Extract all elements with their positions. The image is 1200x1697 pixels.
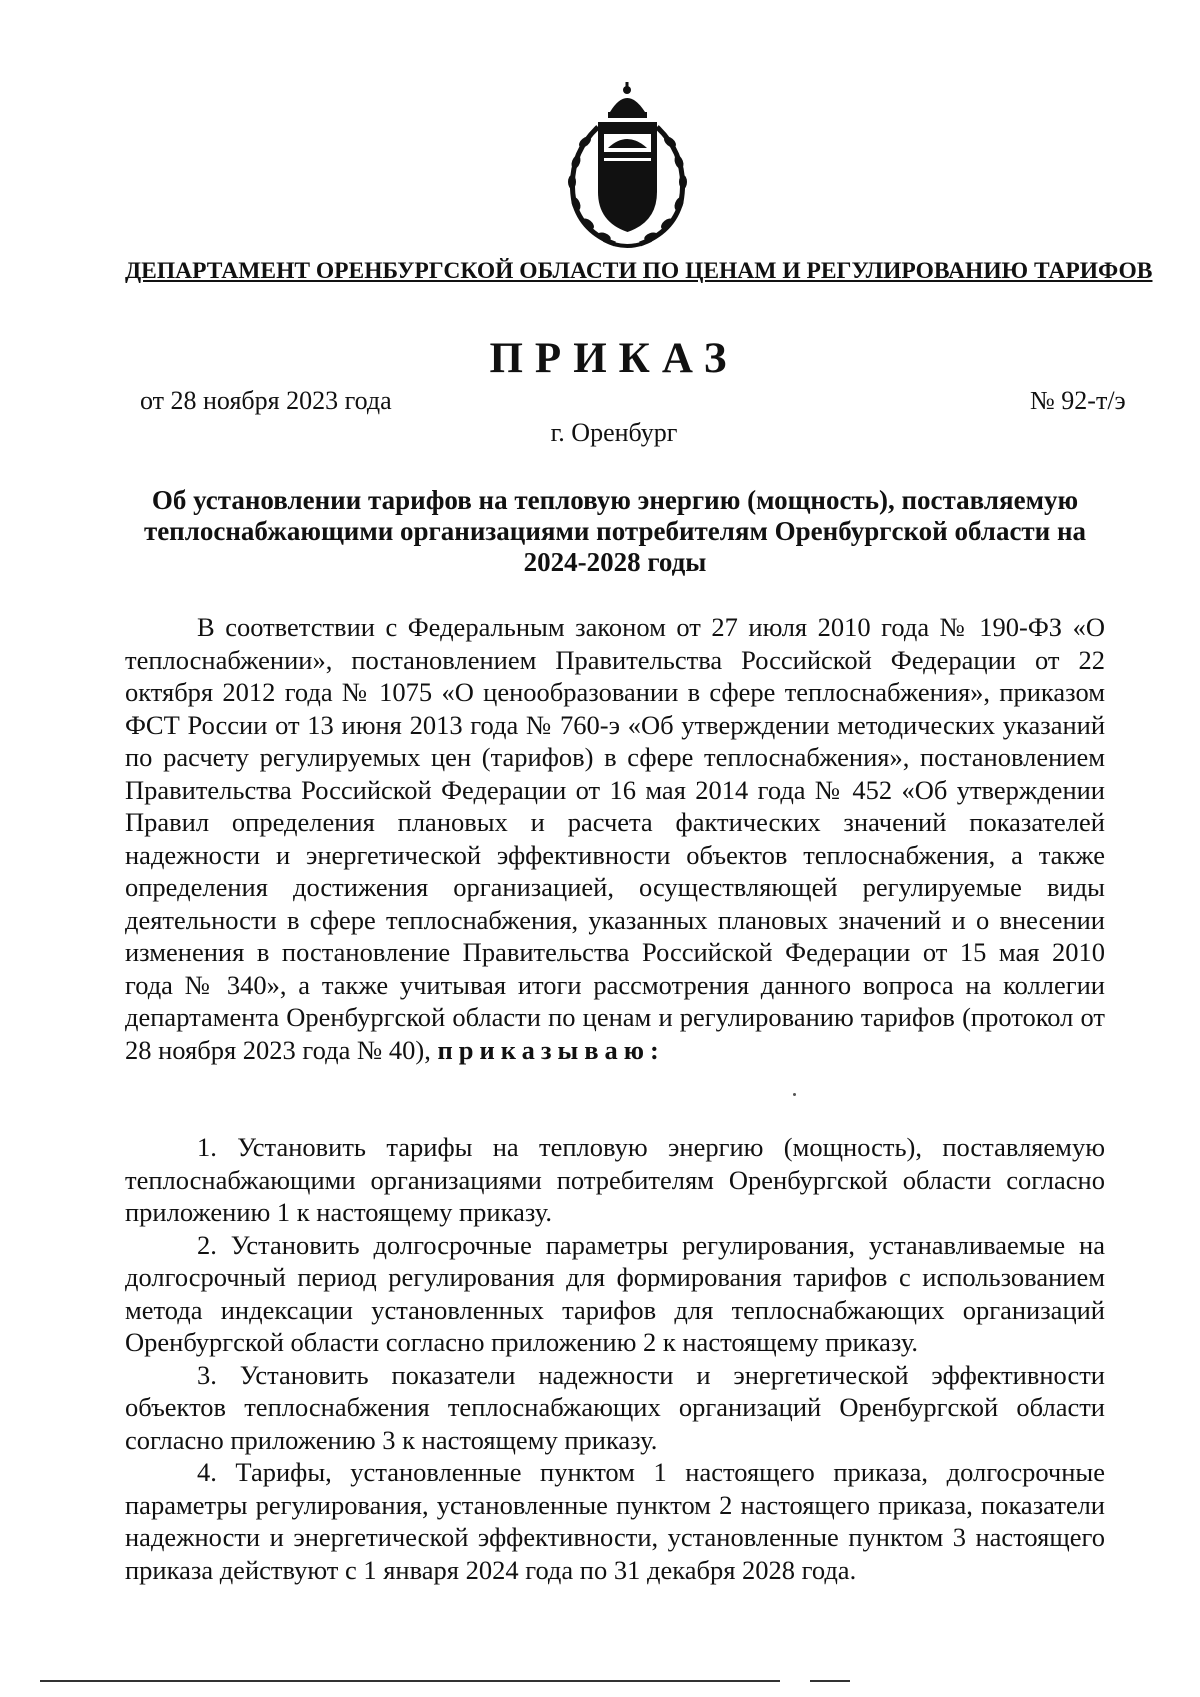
department-name: ДЕПАРТАМЕНТ ОРЕНБУРГСКОЙ ОБЛАСТИ ПО ЦЕНАМ И РЕГУЛИРОВАНИЮ ТАРИФОВ [125, 258, 1153, 284]
order-date: от 28 ноября 2023 года [140, 386, 392, 415]
coat-of-arms-emblem [560, 82, 695, 252]
order-item: 4. Тарифы, установленные пунктом 1 настоящего приказа, долгосрочные параметры регулирования, установленные пунктом 2 настоящего приказа, показатели надежности и энергетической эффективности, установленные пунктом 3 настоящего приказа действуют с 1 января 2024 года по 31 декабря 2028 года. [125, 1457, 1105, 1585]
order-item: 3. Установить показатели надежности и энергетической эффективности объектов теплоснабжения теплоснабжающих организаций Оренбургской области согласно приложению 3 к настоящему приказу. [125, 1359, 1105, 1455]
preamble-paragraph [125, 611, 1105, 1066]
order-subject: Об установлении тарифов на тепловую энергию (мощность), поставляемую теплоснабжающими организациями потребителям Оренбургской области на 2024-2028 годы [143, 485, 1087, 577]
footer-rule [40, 1680, 780, 1682]
order-number: № 92-т/э [1030, 386, 1126, 415]
preamble-text: В соответствии с Федеральным законом от 27 июля 2010 года № 190-ФЗ «О теплоснабжении», постановлением Правительства Российской Федерации от 22 октября 2012 года № 1075 «О ценообразовании в сфере теплоснабжения», приказом ФСТ России от 13 июня 2013 года № 760-э «Об утверждении методических указаний по расчету регулируемых цен (тарифов) в сфере теплоснабжения», постановлением Правительства Российской Федерации от 16 мая 2014 года № 452 «Об утверждении Правил определения плановых и расчета фактических значений показателей надежности и энергетической эффективности объектов теплоснабжения, а также определения достижения организацией, осуществляющей регулируемые виды деятельности в сфере теплоснабжения, указанных плановых значений и о внесении изменения в постановление Правительства Российской Федерации от 15 мая 2010 года № 340», а также учитывая итоги рассмотрения данного вопроса на коллегии департамента Оренбургской области по ценам и регулированию тарифов (протокол от 28 ноября 2023 года № 40), [125, 612, 1105, 1065]
order-item: 1. Установить тарифы на тепловую энергию (мощность), поставляемую теплоснабжающими организациями потребителям Оренбургской области согласно приложению 1 к настоящему приказу. [125, 1132, 1105, 1227]
order-city: г. Оренбург [550, 418, 678, 447]
order-items-list [125, 1131, 1105, 1586]
order-word: приказываю: [437, 1034, 665, 1065]
document-type-title: ПРИКАЗ [489, 335, 739, 382]
footer-rule-fragment [810, 1680, 850, 1682]
scan-speck [793, 1093, 796, 1096]
order-item: 2. Установить долгосрочные параметры регулирования, устанавливаемые на долгосрочный период регулирования для формирования тарифов с использованием метода индексации установленных тарифов для теплоснабжающих организаций Оренбургской области согласно приложению 2 к настоящему приказу. [125, 1229, 1105, 1357]
